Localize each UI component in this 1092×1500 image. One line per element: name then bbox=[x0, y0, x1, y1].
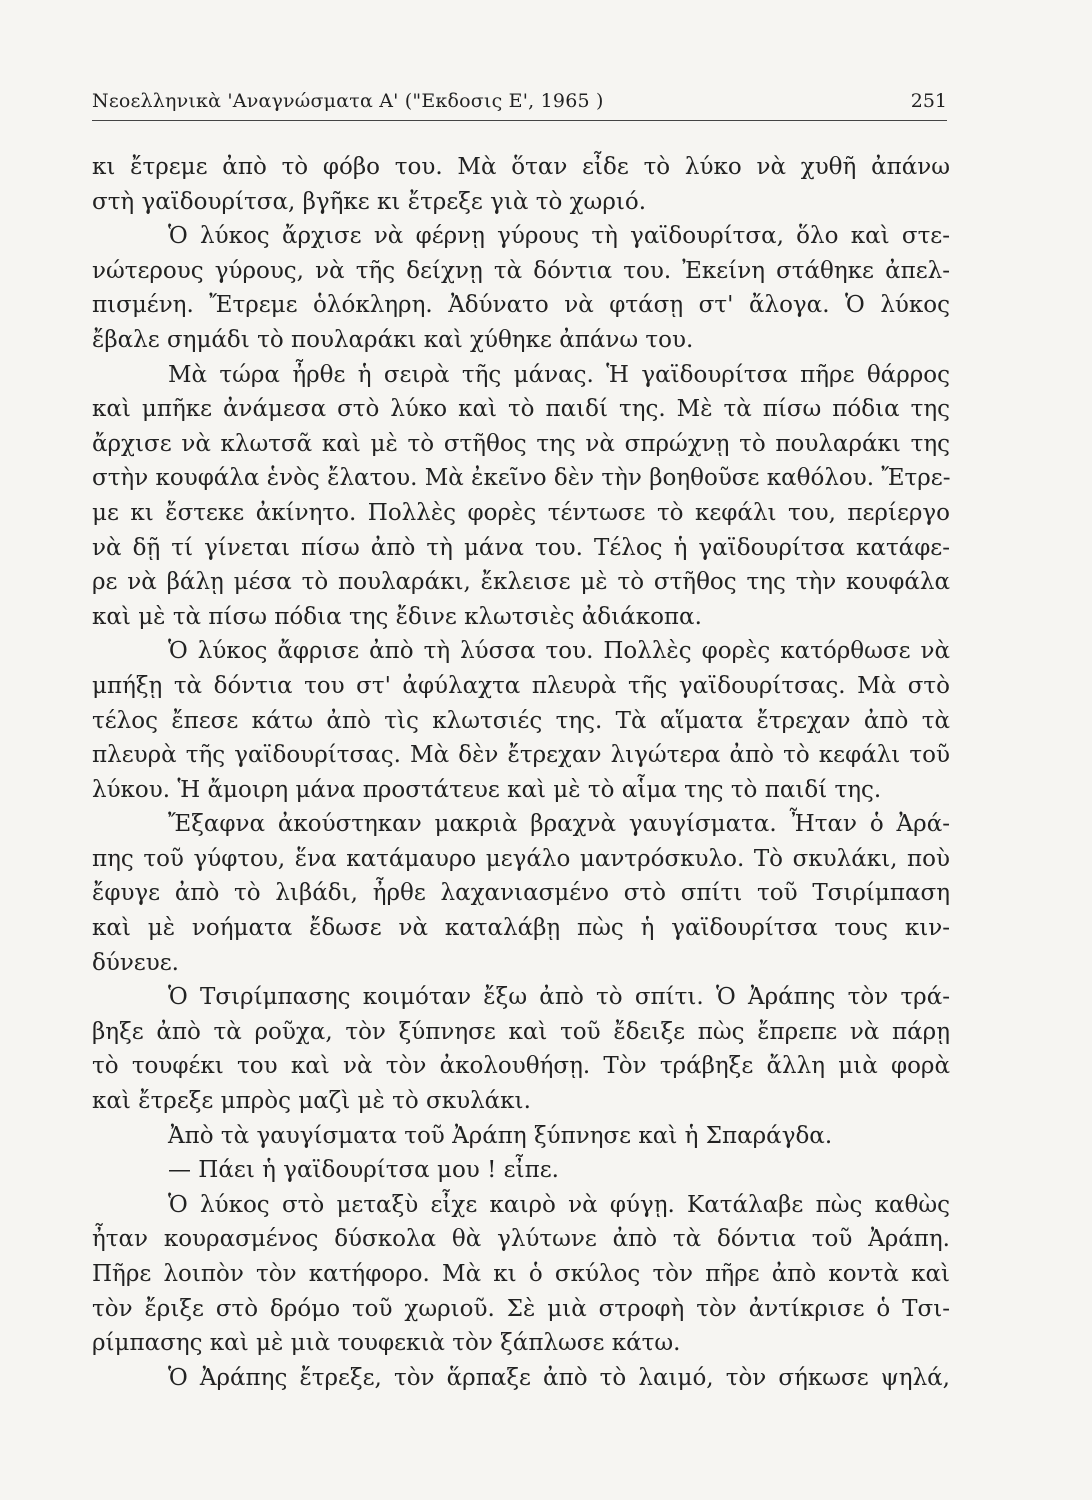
text-line: Ἔξαφνα ἀκούστηκαν μακριὰ βραχνὰ γαυγίσματα. Ἦταν ὁ Ἀρά- bbox=[168, 811, 950, 838]
text-line: ἦταν κουρασμένος δύσκολα θὰ γλύτωνε ἀπὸ τὰ δόντια τοῦ Ἀράπη. bbox=[92, 1226, 950, 1253]
text-line: ἔφυγε ἀπὸ τὸ λιβάδι, ἦρθε λαχανιασμένο στὸ σπίτι τοῦ Τσιρίμπαση bbox=[92, 880, 950, 907]
text-line: πλευρὰ τῆς γαϊδουρίτσας. Μὰ δὲν ἔτρεχαν λιγώτερα ἀπὸ τὸ κεφάλι τοῦ bbox=[92, 742, 950, 769]
text-line: στὴν κουφάλα ἑνὸς ἔλατου. Μὰ ἐκεῖνο δὲν τὴν βοηθοῦσε καθόλου. Ἔτρε- bbox=[92, 465, 951, 492]
text-line: καὶ ἔτρεξε μπρὸς μαζὶ μὲ τὸ σκυλάκι. bbox=[92, 1088, 531, 1115]
text-line: καὶ μὲ τὰ πίσω πόδια της ἔδινε κλωτσιὲς ἀδιάκοπα. bbox=[92, 603, 702, 630]
text-line: πισμένη. Ἔτρεμε ὁλόκληρη. Ἀδύνατο νὰ φτάσῃ στ' ἄλογα. Ὁ λύκος bbox=[92, 292, 950, 319]
page-number: 251 bbox=[910, 90, 947, 112]
text-line: κι ἔτρεμε ἀπὸ τὸ φόβο του. Μὰ ὅταν εἶδε τὸ λύκο νὰ χυθῆ ἀπάνω bbox=[92, 154, 950, 180]
text-line: στὴ γαϊδουρίτσα, βγῆκε κι ἔτρεξε γιὰ τὸ χωριό. bbox=[92, 188, 647, 215]
text-line: Ὁ λύκος ἄφρισε ἀπὸ τὴ λύσσα του. Πολλὲς φορὲς κατόρθωσε νὰ bbox=[168, 638, 950, 665]
text-line: Ὁ λύκος ἄρχισε νὰ φέρνῃ γύρους τὴ γαϊδουρίτσα, ὅλο καὶ στε- bbox=[168, 223, 950, 250]
text-line: Ὁ Τσιρίμπασης κοιμόταν ἔξω ἀπὸ τὸ σπίτι. Ὁ Ἀράπης τὸν τρά- bbox=[168, 984, 950, 1011]
text-line: δύνευε. bbox=[92, 949, 179, 976]
text-line: καὶ μπῆκε ἀνάμεσα στὸ λύκο καὶ τὸ παιδί της. Μὲ τὰ πίσω πόδια της bbox=[92, 396, 950, 423]
text-line: ἄρχισε νὰ κλωτσᾶ καὶ μὲ τὸ στῆθος της νὰ σπρώχνῃ τὸ πουλαράκι της bbox=[92, 430, 950, 457]
text-line: νώτερους γύρους, νὰ τῆς δείχνῃ τὰ δόντια του. Ἐκείνη στάθηκε ἀπελ- bbox=[92, 257, 950, 284]
text-line: καὶ μὲ νοήματα ἔδωσε νὰ καταλάβῃ πὼς ἡ γαϊδουρίτσα τους κιν- bbox=[92, 915, 950, 942]
text-line: μπήξῃ τὰ δόντια του στ' ἀφύλαχτα πλευρὰ τῆς γαϊδουρίτσας. Μὰ στὸ bbox=[92, 672, 950, 699]
text-line: πης τοῦ γύφτου, ἕνα κατάμαυρο μεγάλο μαντρόσκυλο. Τὸ σκυλάκι, ποὺ bbox=[92, 845, 950, 872]
text-line: με κι ἔστεκε ἀκίνητο. Πολλὲς φορὲς τέντωσε τὸ κεφάλι του, περίεργο bbox=[92, 499, 950, 526]
body-text bbox=[92, 150, 950, 1395]
text-line: τὸ τουφέκι του καὶ νὰ τὸν ἀκολουθήσῃ. Τὸν τράβηξε ἄλλη μιὰ φορὰ bbox=[92, 1053, 950, 1080]
running-header bbox=[92, 84, 947, 121]
header-title: Νεοελληνικὰ 'Αναγνώσματα Α' ("Εκδοσις Ε', 1965 ) bbox=[92, 90, 604, 112]
text-line: Πῆρε λοιπὸν τὸν κατήφορο. Μὰ κι ὁ σκύλος τὸν πῆρε ἀπὸ κοντὰ καὶ bbox=[92, 1261, 950, 1287]
text-line: ρίμπασης καὶ μὲ μιὰ τουφεκιὰ τὸν ξάπλωσε κάτω. bbox=[92, 1330, 681, 1357]
text-line: Ὁ Ἀράπης ἔτρεξε, τὸν ἅρπαξε ἀπὸ τὸ λαιμό, τὸν σήκωσε ψηλά, bbox=[168, 1364, 950, 1391]
text-line: Μὰ τώρα ἦρθε ἡ σειρὰ τῆς μάνας. Ἡ γαϊδουρίτσα πῆρε θάρρος bbox=[168, 361, 950, 388]
text-line: ρε νὰ βάλῃ μέσα τὸ πουλαράκι, ἔκλεισε μὲ τὸ στῆθος της τὴν κουφάλα bbox=[92, 569, 950, 596]
text-line: — Πάει ἡ γαϊδουρίτσα μου ! εἶπε. bbox=[168, 1157, 559, 1184]
text-line: τὸν ἔριξε στὸ δρόμο τοῦ χωριοῦ. Σὲ μιὰ στροφὴ τὸν ἀντίκρισε ὁ Τσι- bbox=[92, 1295, 950, 1322]
text-line: Ὁ λύκος στὸ μεταξὺ εἶχε καιρὸ νὰ φύγῃ. Κατάλαβε πὼς καθὼς bbox=[168, 1191, 950, 1218]
text-line: Ἀπὸ τὰ γαυγίσματα τοῦ Ἀράπη ξύπνησε καὶ ἡ Σπαράγδα. bbox=[168, 1122, 833, 1149]
text-line: τέλος ἔπεσε κάτω ἀπὸ τὶς κλωτσιές της. Τὰ αἵματα ἔτρεχαν ἀπὸ τὰ bbox=[92, 707, 950, 734]
text-line: λύκου. Ἡ ἄμοιρη μάνα προστάτευε καὶ μὲ τὸ αἷμα της τὸ παιδί της. bbox=[92, 776, 882, 803]
text-line: ἔβαλε σημάδι τὸ πουλαράκι καὶ χύθηκε ἀπάνω του. bbox=[92, 326, 694, 353]
text-line: βηξε ἀπὸ τὰ ροῦχα, τὸν ξύπνησε καὶ τοῦ ἔδειξε πὼς ἔπρεπε νὰ πάρῃ bbox=[92, 1018, 950, 1045]
text-line: νὰ δῇ τί γίνεται πίσω ἀπὸ τὴ μάνα του. Τέλος ἡ γαϊδουρίτσα κατάφε- bbox=[92, 534, 950, 561]
